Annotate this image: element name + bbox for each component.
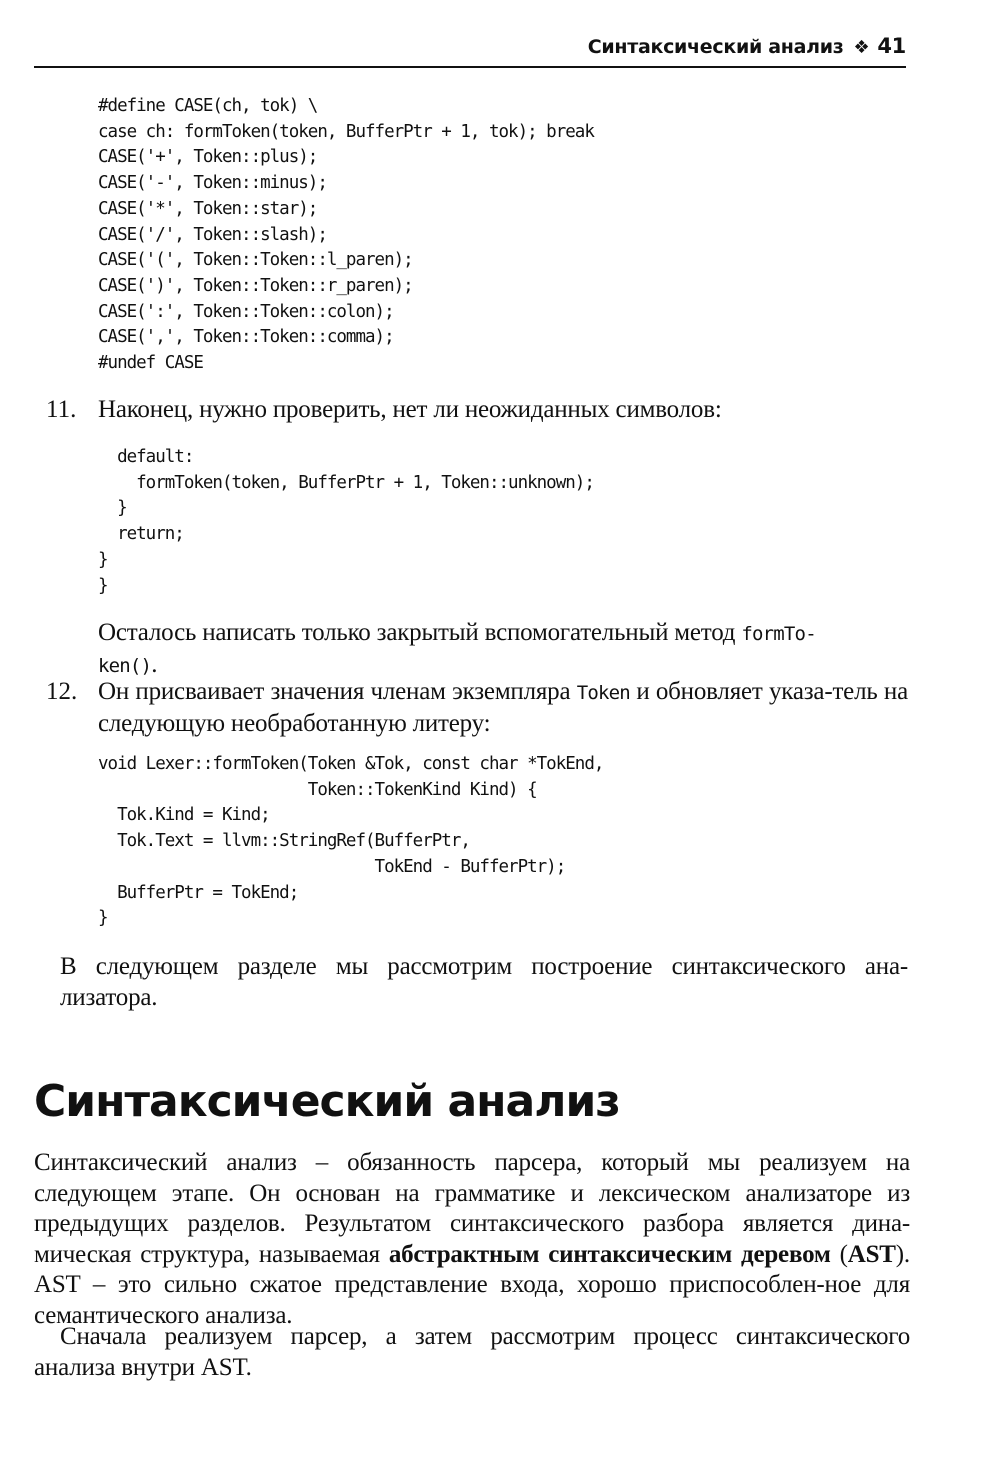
step-12-number: 12. [46,678,78,705]
code-block-default: default: formToken(token, BufferPtr + 1, Token::unknown); } return; } } [98,447,594,596]
section-p1-bold-term: абстрактным синтаксическим деревом [388,1240,831,1268]
step-11-text: Наконец, нужно проверить, нет ли неожиданных символов: [98,396,722,423]
next-section-paragraph: В следующем разделе мы рассмотрим построение синтаксического ана-лизатора. [60,953,908,1011]
remaining-text-after: . [151,650,158,678]
section-p1-after: ). AST – это сильно сжатое представление входа, хорошо приспособлен-ное для семантического анализа. [34,1240,910,1329]
code-block-formtoken: void Lexer::formToken(Token &Tok, const char *TokEnd, Token::TokenKind Kind) { Tok.Kind = Kind; Tok.Text = llvm::StringRef(BufferPtr, TokEnd - BufferPtr); BufferPtr = TokEnd; } [98,754,604,929]
remaining-text-before: Осталось написать только закрытый вспомогательный метод [98,619,742,646]
page-header [34,30,906,68]
inline-code-formtoken-1: formTo- [741,623,816,645]
running-title: Синтаксический анализ [587,36,844,58]
inline-code-token: Token [576,682,630,704]
page-number: 41 [877,34,906,58]
step-11-number: 11. [46,396,77,423]
section-p1-paren-open: ( [830,1240,848,1268]
code-block-case-macro: #define CASE(ch, tok) \ case ch: formToken(token, BufferPtr + 1, tok); break CASE('+', Token::plus); CASE('-', Token::minus); CASE('*', Token::star); CASE('/', Token::slash); CASE('(', Token::Token::l_paren); CASE(')', Token::Token::r_paren); CASE(':', Token::Token::colon); CASE(',', Token::Token::comma); #undef CASE [98,96,594,374]
inline-code-formtoken-2: ken() [98,654,152,677]
step-12-text-before: Он присваивает значения членам экземпляра [98,678,577,705]
section-paragraph-1 [34,1148,910,1331]
section-paragraph-2: Сначала реализуем парсер, а затем рассмотрим процесс синтаксического анализа внутри AST. [34,1323,910,1381]
step-12-text-after: и обновляет указа-тель на следующую необработанную литеру: [98,678,908,737]
section-p1-before: Синтаксический анализ – обязанность парсера, который мы реализуем на следующем этапе. Он основан на грамматике и лексическом анализаторе из предыдущих разделов. Результатом синтаксического разбора является дина-мическая структура, называемая [34,1149,910,1268]
header-content [588,34,906,58]
step-12-text [98,677,908,739]
remaining-method-paragraph [98,618,908,681]
section-title: Синтаксический анализ [34,1076,620,1127]
section-p1-ast: AST [847,1240,896,1268]
ornament-icon: ❖ [853,37,870,58]
